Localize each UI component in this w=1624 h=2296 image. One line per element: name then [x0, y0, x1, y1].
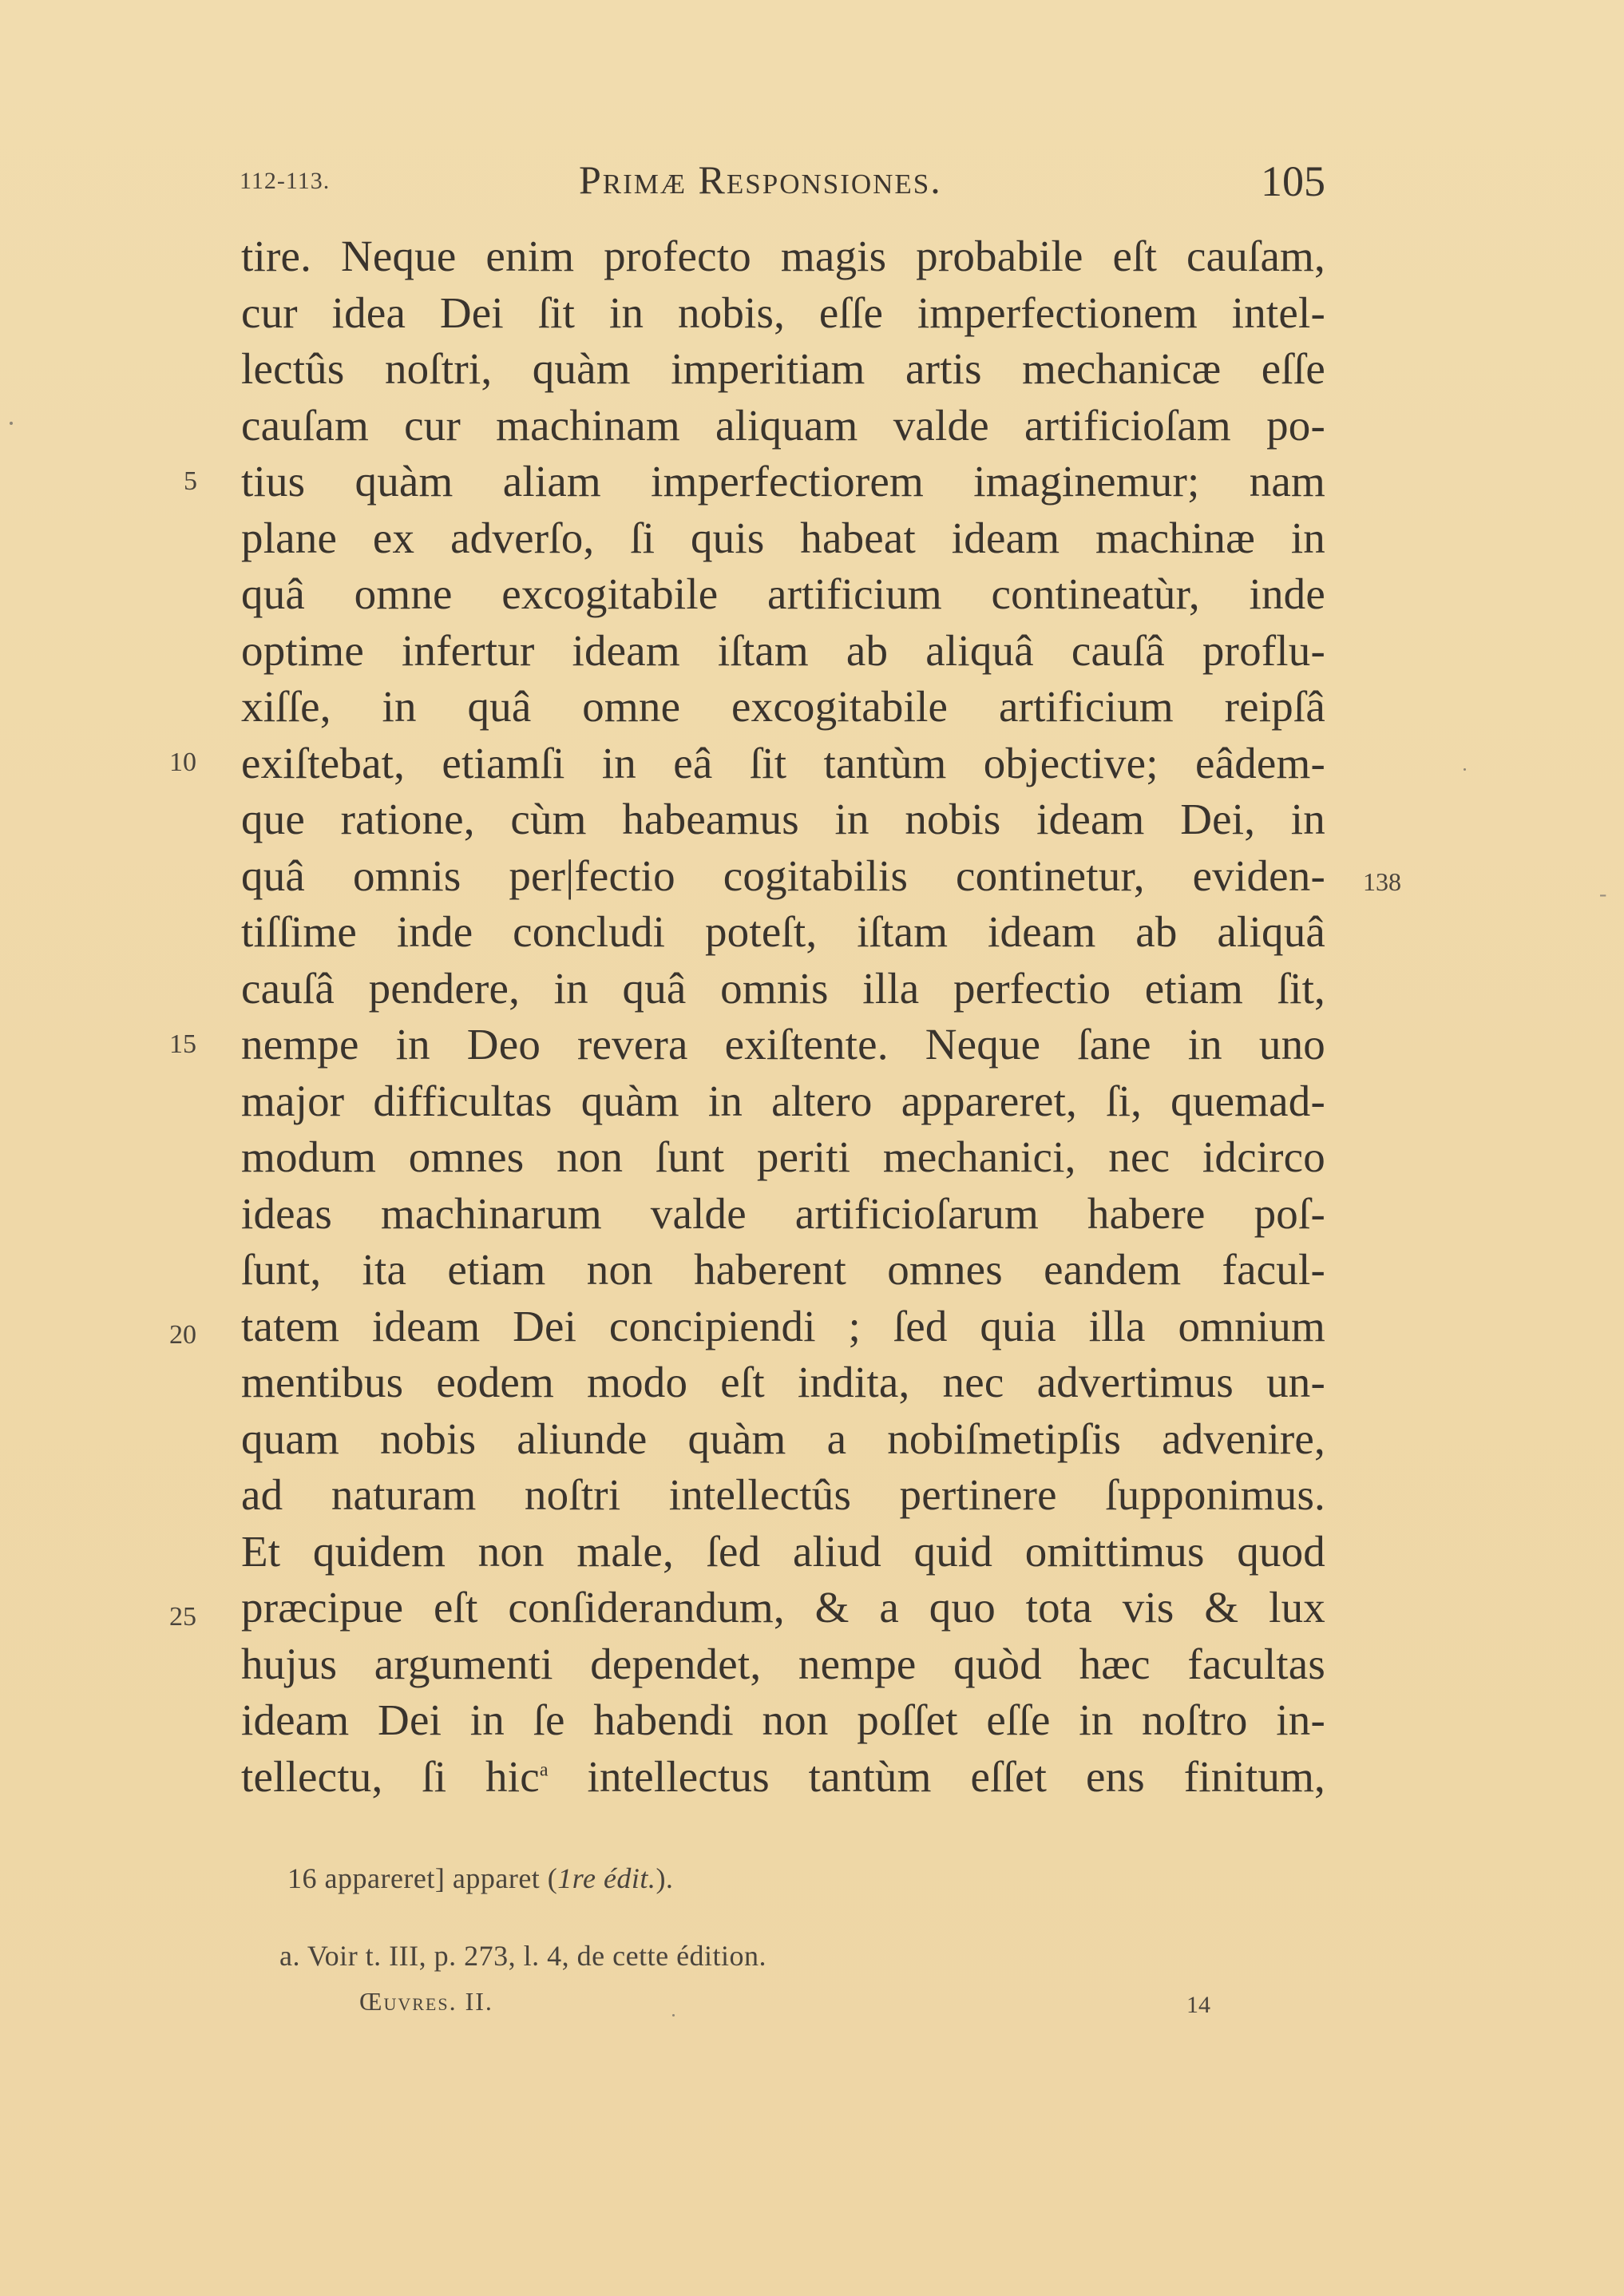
- variant-close: ).: [656, 1862, 674, 1894]
- margin-dash: -: [1599, 882, 1607, 906]
- text-line: quâ omnis per|fectio cogitabilis continetur, eviden-: [241, 851, 1325, 900]
- text-line: ſunt, ita etiam non haberent omnes eandem facul-: [241, 1245, 1325, 1294]
- last-line-start: tellectu, ſi hic: [241, 1751, 540, 1801]
- text-line: quam nobis aliunde quàm a nobiſmetipſis advenire,: [241, 1414, 1325, 1463]
- body-text: [241, 228, 1325, 1805]
- text-line: Et quidem non male, ſed aliud quid omittimus quod: [241, 1526, 1325, 1576]
- footnote-marker-a: a: [539, 1759, 549, 1781]
- text-line: xiſſe, in quâ omne excogitabile artificium reipſâ: [241, 682, 1325, 731]
- paper-speck: [672, 2014, 675, 2016]
- text-line: tiſſime inde concludi poteſt, iſtam ideam ab aliquâ: [241, 907, 1325, 956]
- line-number-15: 15: [169, 1029, 196, 1059]
- variant-note: [287, 1854, 1325, 1902]
- text-line: cauſâ pendere, in quâ omnis illa perfectio etiam ſit,: [241, 963, 1325, 1013]
- running-title: Primæ Responsiones.: [579, 157, 942, 202]
- last-line-end: intellectus tantùm eſſet ens finitum,: [548, 1751, 1325, 1801]
- text-line: tius quàm aliam imperfectiorem imaginemur; nam: [241, 457, 1325, 506]
- text-line: modum omnes non ſunt periti mechanici, nec idcirco: [241, 1132, 1325, 1181]
- text-line: optime infertur ideam iſtam ab aliquâ cauſâ proflu-: [241, 625, 1325, 675]
- text-line-last: [241, 1749, 1325, 1806]
- text-line: cauſam cur machinam aliquam valde artificioſam po-: [241, 400, 1325, 450]
- text-line: lectûs noſtri, quàm imperitiam artis mechanicæ eſſe: [241, 344, 1325, 393]
- line-number-25: 25: [169, 1602, 196, 1632]
- running-page-range: 112-113.: [240, 168, 331, 194]
- text-line: plane ex adverſo, ſi quis habeat ideam machinæ in: [241, 513, 1325, 562]
- footnote-a: a. Voir t. III, p. 273, l. 4, de cette édition.: [279, 1940, 767, 1972]
- text-line: ad naturam noſtri intellectûs pertinere ſupponimus.: [241, 1470, 1325, 1519]
- text-line: cur idea Dei ſit in nobis, eſſe imperfectionem intel-: [241, 287, 1325, 337]
- text-line: exiſtebat, etiamſi in eâ ſit tantùm objective; eâdem-: [241, 738, 1325, 787]
- footer-gathering-number: 14: [1186, 1992, 1210, 2018]
- text-line: hujus argumenti dependet, nempe quòd hæc facultas: [241, 1639, 1325, 1688]
- running-header: [240, 157, 1325, 204]
- text-line: ideam Dei in ſe habendi non poſſet eſſe in noſtro in-: [241, 1695, 1325, 1744]
- variant-text: appareret] apparet (: [324, 1862, 558, 1894]
- line-number-10: 10: [169, 747, 196, 777]
- variant-edition: 1re édit.: [557, 1862, 656, 1894]
- text-line: tatem ideam Dei concipiendi ; ſed quia illa omnium: [241, 1301, 1325, 1350]
- paper-speck: [10, 422, 13, 425]
- text-line: quâ omne excogitabile artificium contineatùr, inde: [241, 569, 1325, 618]
- text-line: præcipue eſt conſiderandum, & a quo tota vis & lux: [241, 1583, 1325, 1632]
- variant-line-number: 16: [287, 1862, 317, 1894]
- paper-speck: [1464, 768, 1466, 771]
- page-number: 105: [1261, 157, 1325, 205]
- text-line: nempe in Deo revera exiſtente. Neque ſane in uno: [241, 1020, 1325, 1069]
- footnotes: [287, 1854, 1325, 1902]
- text-line: major difficultas quàm in altero appareret, ſi, quemad-: [241, 1076, 1325, 1125]
- text-line: ideas machinarum valde artificioſarum habere poſ-: [241, 1188, 1325, 1238]
- footer-signature: Œuvres. II.: [359, 1987, 493, 2016]
- text-line: tire. Neque enim profecto magis probabile eſt cauſam,: [241, 232, 1325, 280]
- margin-page-reference: 138: [1363, 867, 1401, 896]
- line-number-5: 5: [184, 466, 197, 496]
- text-line: mentibus eodem modo eſt indita, nec advertimus un-: [241, 1358, 1325, 1406]
- text-line: que ratione, cùm habeamus in nobis ideam Dei, in: [241, 795, 1325, 843]
- line-number-20: 20: [169, 1320, 196, 1350]
